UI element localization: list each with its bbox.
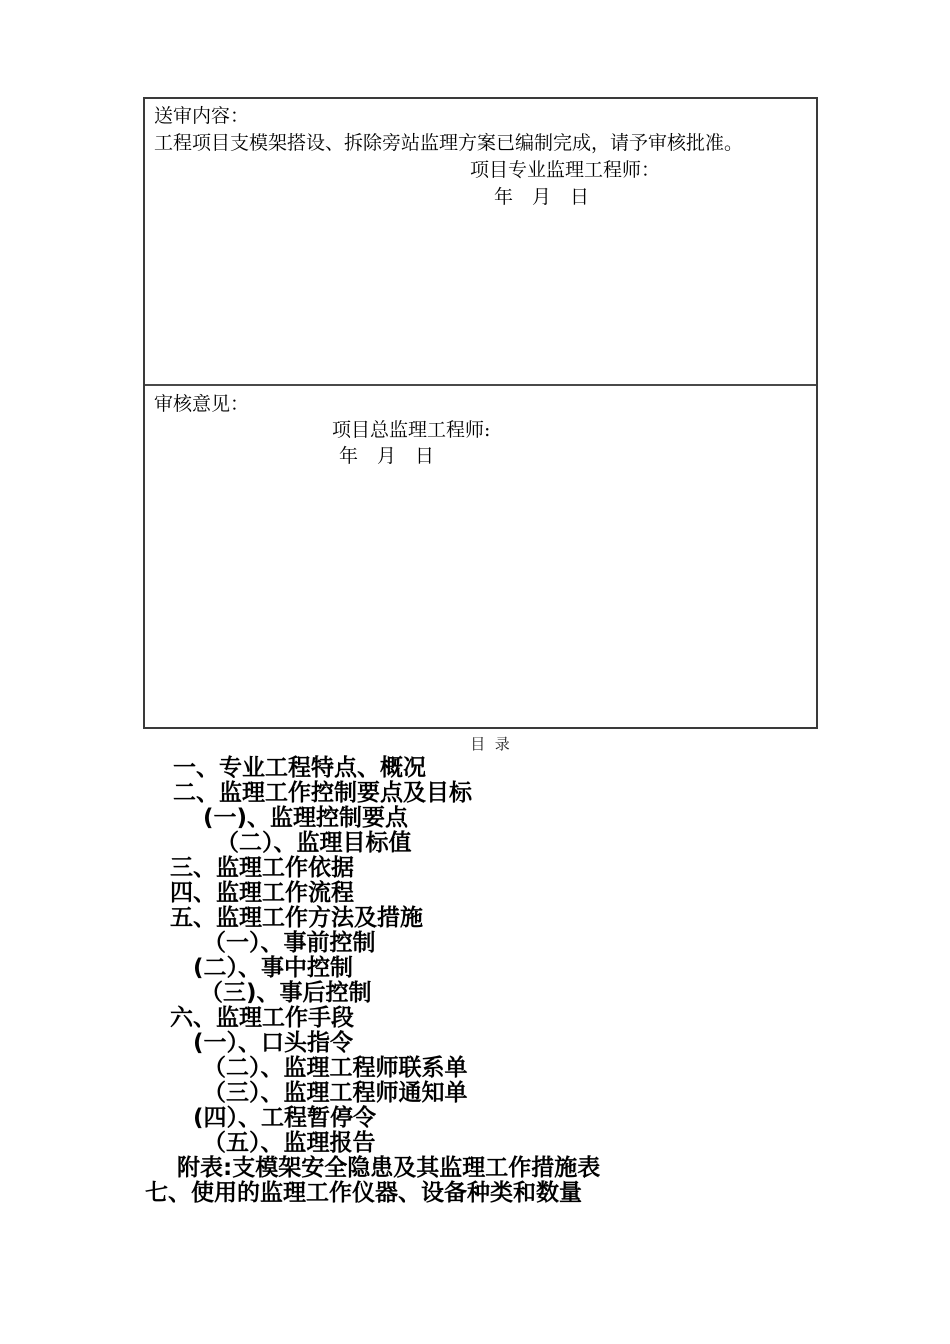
- toc-item: （二）、监理目标值: [216, 830, 412, 856]
- toc-item: （三)、事后控制: [200, 980, 372, 1006]
- toc-item: （五）、监理报告: [203, 1130, 376, 1156]
- submission-content-text: 工程项目支模架搭设、拆除旁站监理方案已编制完成，请予审核批准。: [154, 132, 744, 154]
- toc-item: （二）、监理工程师联系单: [203, 1055, 468, 1081]
- submission-date-line: 年 月 日: [494, 186, 590, 208]
- toc-item: (四）、工程暂停令: [193, 1105, 377, 1131]
- toc-item: 三、监理工作依据: [170, 855, 354, 881]
- chief-supervision-engineer-signature-label: 项目总监理工程师:: [332, 419, 491, 441]
- submission-content-section: [145, 103, 816, 386]
- review-opinion-section: [145, 391, 816, 736]
- toc-item: 六、监理工作手段: [170, 1005, 354, 1031]
- toc-item: (一)、监理控制要点: [203, 805, 409, 831]
- specialty-supervision-engineer-signature-label: 项目专业监理工程师：: [470, 159, 661, 181]
- submission-content-label: 送审内容：: [154, 105, 250, 127]
- toc-item: 七、使用的监理工作仪器、设备种类和数量: [145, 1180, 582, 1206]
- toc-item: 四、监理工作流程: [170, 880, 354, 906]
- toc-item: （三）、监理工程师通知单: [203, 1080, 468, 1106]
- toc-item: (二）、事中控制: [193, 955, 354, 981]
- toc-title: 目 录: [470, 735, 510, 753]
- review-date-line: 年 月 日: [339, 445, 435, 467]
- toc-item: 二、监理工作控制要点及目标: [173, 780, 472, 806]
- toc-item: (一）、口头指令: [193, 1030, 354, 1056]
- toc-item: 附表:支模架安全隐患及其监理工作措施表: [177, 1155, 601, 1181]
- toc-item: 五、监理工作方法及措施: [170, 905, 423, 931]
- review-opinion-label: 审核意见：: [154, 393, 250, 415]
- review-form: [143, 97, 818, 729]
- toc-list: [0, 756, 950, 1206]
- toc-item: （一）、事前控制: [203, 930, 376, 956]
- toc-item: 一、专业工程特点、概况: [173, 755, 426, 781]
